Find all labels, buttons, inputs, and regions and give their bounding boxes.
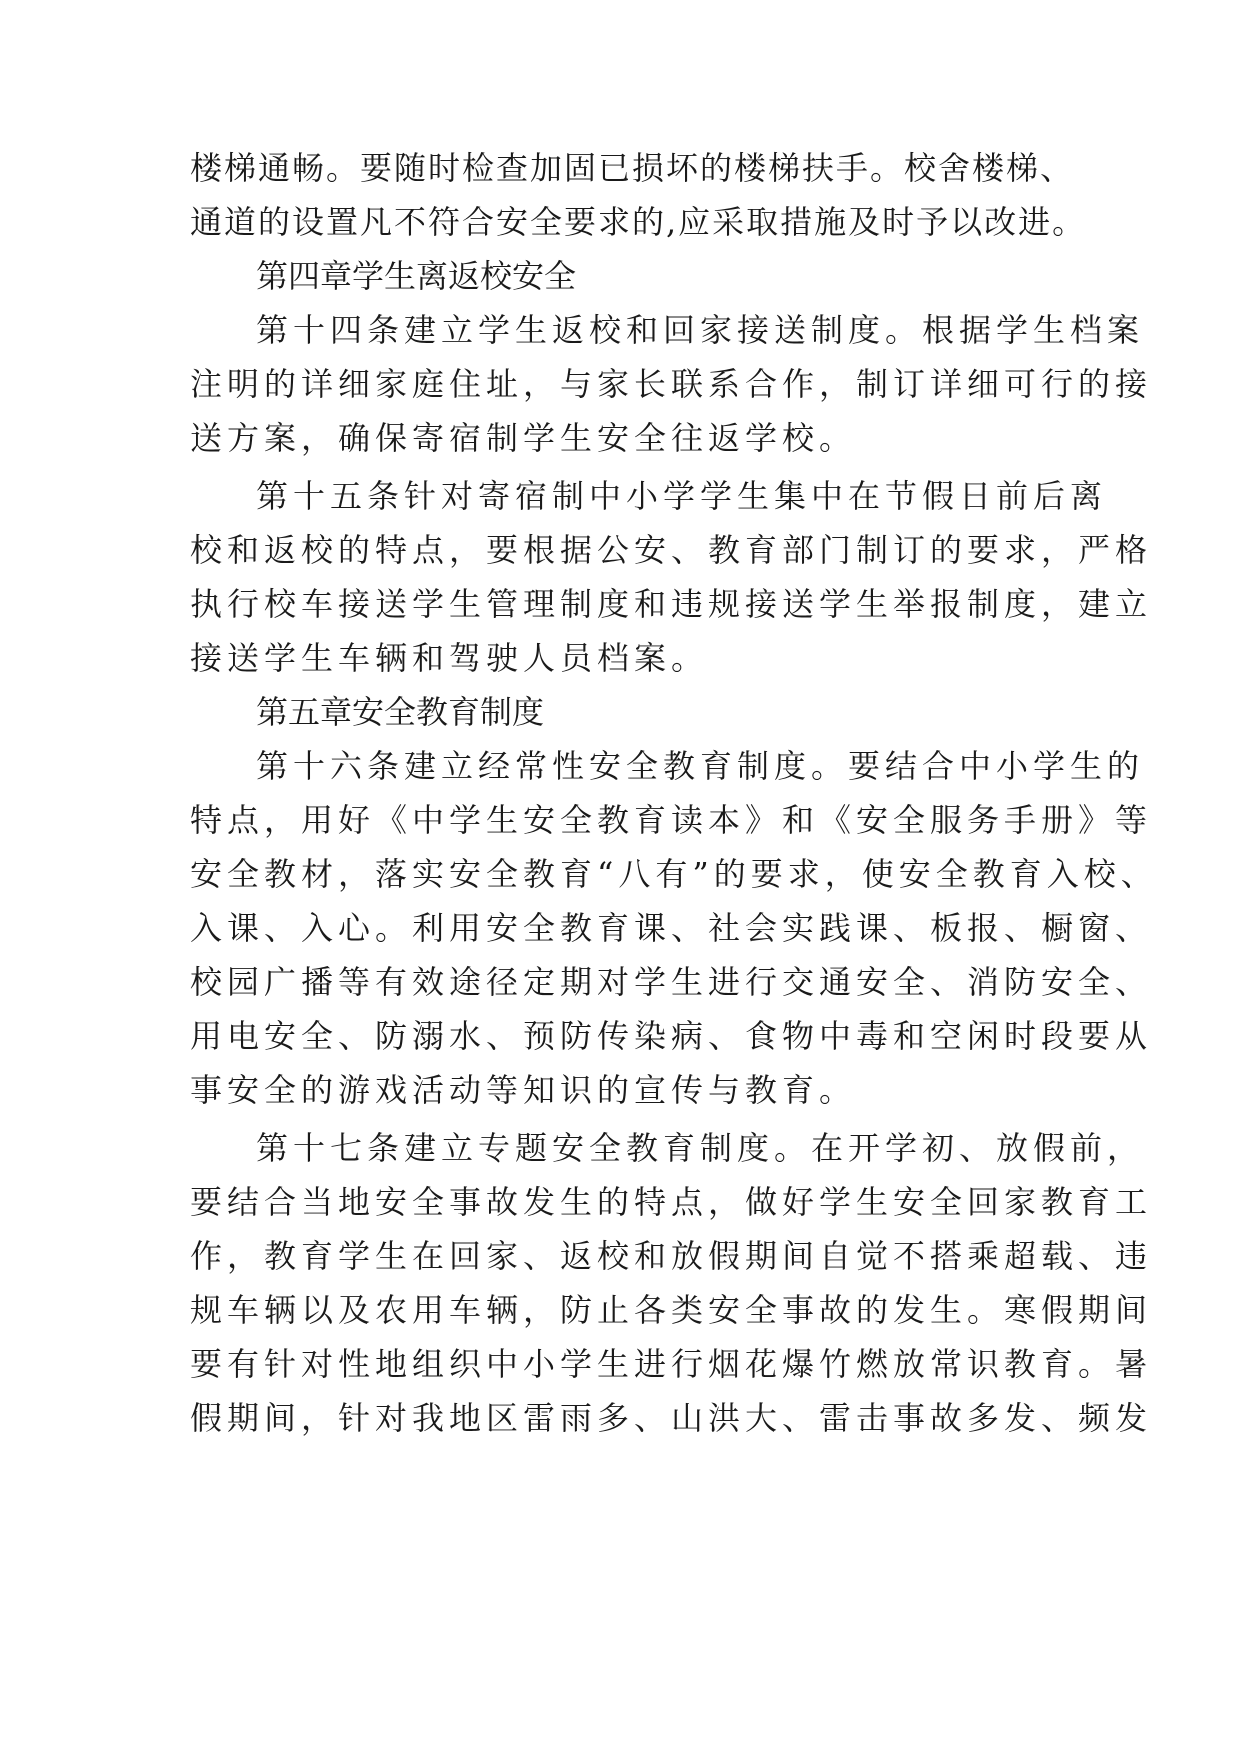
paragraph-line: 作，教育学生在回家、返校和放假期间自觉不搭乘超载、违: [190, 1237, 1153, 1275]
paragraph-line: 注明的详细家庭住址，与家长联系合作，制订详细可行的接: [190, 365, 1153, 403]
paragraph-line: 第十五条针对寄宿制中小学学生集中在节假日前后离: [256, 477, 1108, 515]
paragraph-line: 特点，用好《中学生安全教育读本》和《安全服务手册》等: [190, 801, 1153, 839]
paragraph-line: 用电安全、防溺水、预防传染病、食物中毒和空闲时段要从: [190, 1017, 1153, 1055]
chapter-heading: 第四章学生离返校安全: [256, 257, 577, 295]
paragraph-line: 通道的设置凡不符合安全要求的,应采取措施及时予以改进。: [190, 203, 1087, 241]
paragraph-line: 要结合当地安全事故发生的特点，做好学生安全回家教育工: [190, 1183, 1153, 1221]
paragraph-line: 执行校车接送学生管理制度和违规接送学生举报制度，建立: [190, 585, 1153, 623]
paragraph-line: 假期间，针对我地区雷雨多、山洪大、雷击事故多发、频发: [190, 1399, 1153, 1437]
paragraph-line: 校和返校的特点，要根据公安、教育部门制订的要求，严格: [190, 531, 1153, 569]
paragraph-line: 楼梯通畅。要随时检查加固已损坏的楼梯扶手。校舍楼梯、: [190, 149, 1075, 187]
paragraph-line: 接送学生车辆和驾驶人员档案。: [190, 639, 709, 677]
paragraph-line: 规车辆以及农用车辆，防止各类安全事故的发生。寒假期间: [190, 1291, 1153, 1329]
paragraph-line: 送方案，确保寄宿制学生安全往返学校。: [190, 419, 857, 457]
paragraph-line: 要有针对性地组织中小学生进行烟花爆竹燃放常识教育。暑: [190, 1345, 1153, 1383]
paragraph-line: 校园广播等有效途径定期对学生进行交通安全、消防安全、: [190, 963, 1153, 1001]
chapter-heading: 第五章安全教育制度: [256, 693, 545, 731]
paragraph-line: 入课、入心。利用安全教育课、社会实践课、板报、橱窗、: [190, 909, 1153, 947]
paragraph-line: 第十四条建立学生返校和回家接送制度。根据学生档案: [256, 311, 1145, 349]
paragraph-line: 第十六条建立经常性安全教育制度。要结合中小学生的: [256, 747, 1145, 785]
paragraph-line: 事安全的游戏活动等知识的宣传与教育。: [190, 1071, 857, 1109]
paragraph-line: 安全教材，落实安全教育“八有”的要求，使安全教育入校、: [190, 855, 1158, 893]
paragraph-line: 第十七条建立专题安全教育制度。在开学初、放假前，: [256, 1129, 1145, 1167]
